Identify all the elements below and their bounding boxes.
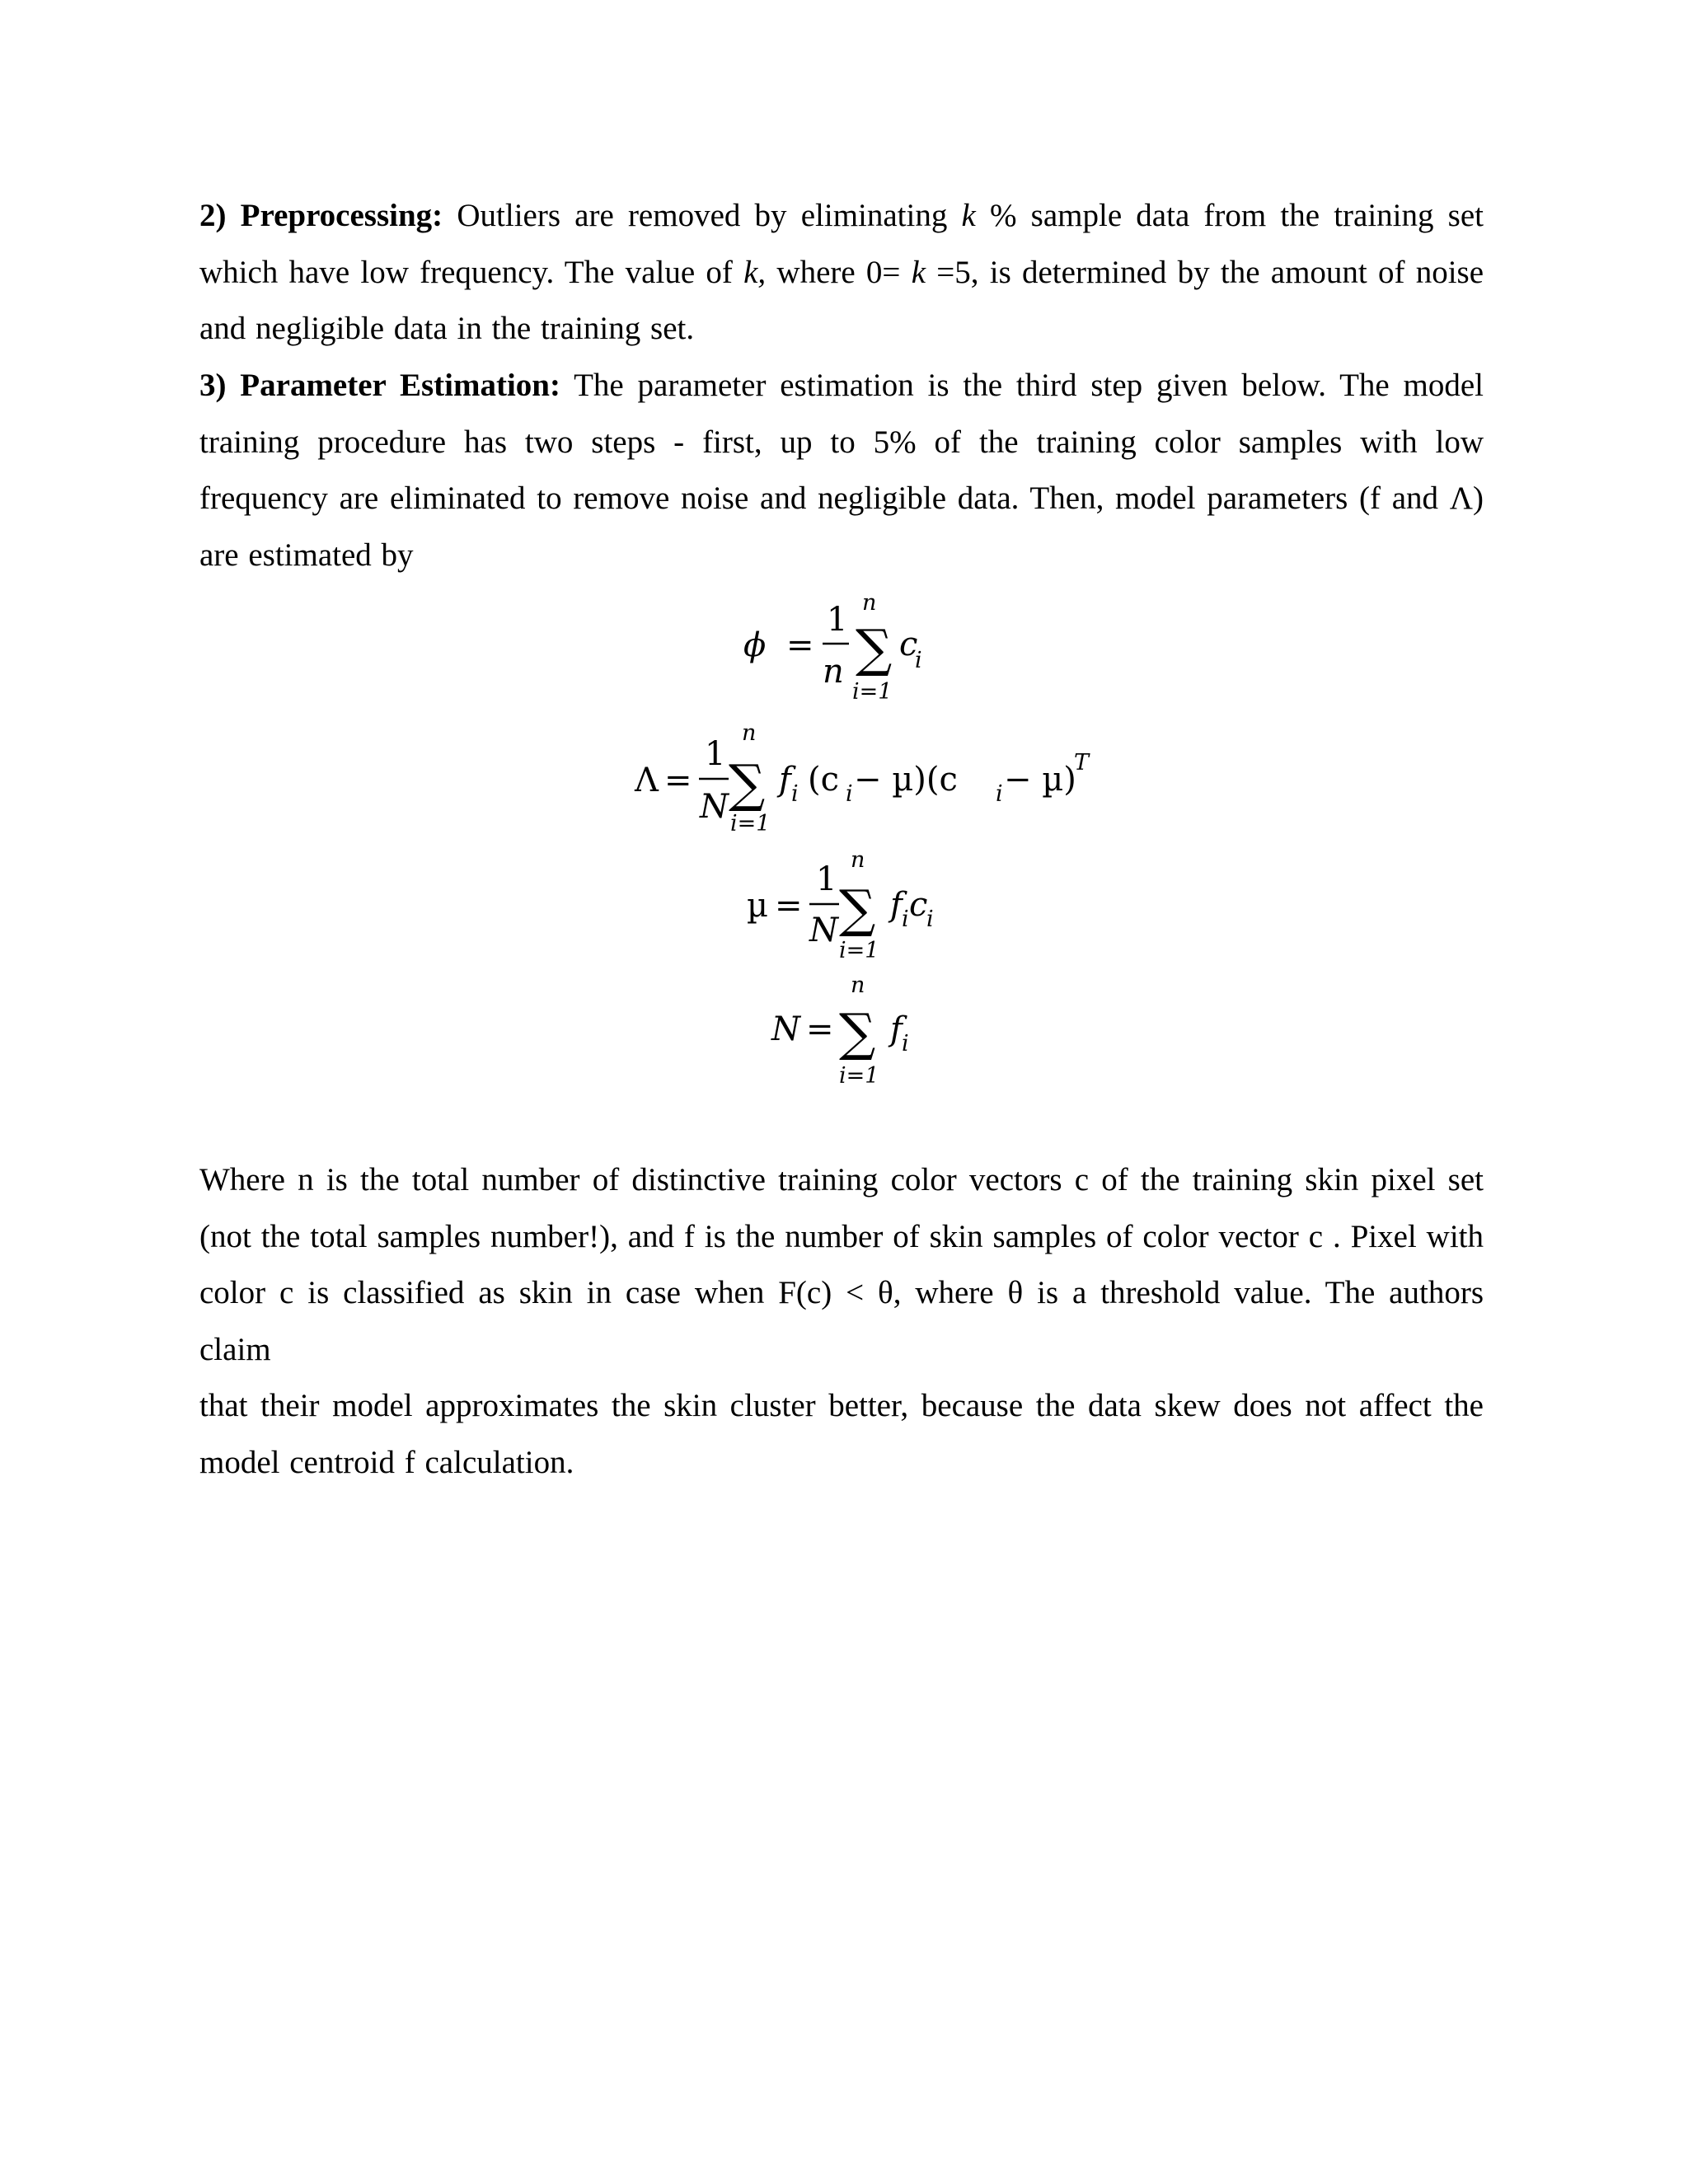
text-span: % sample data from the training set: [990, 198, 1484, 233]
sum-symbol: ∑: [839, 879, 876, 939]
sum-lower-limit: i=1: [839, 1063, 879, 1089]
text-span: =5, is determined by the amount of noise: [936, 254, 1484, 290]
variable-k: k,: [743, 254, 767, 290]
closing-line-2: (not the total samples number!), and f is the number of skin samples of color vector c . Pixel with: [199, 1218, 1484, 1254]
equation-mu: [747, 847, 934, 963]
fraction-numerator: 1: [705, 735, 726, 773]
equation-phi: [743, 590, 922, 705]
phi-symbol: ϕ: [743, 626, 767, 664]
parameter-line-4: are estimated by: [199, 537, 414, 573]
subscript-i: i: [926, 907, 934, 932]
variable-k: k: [961, 198, 976, 233]
closing-line-3: color c is classified as skin in case when F(c) < θ, where θ is a threshold value. The authors claim: [199, 1275, 1484, 1367]
closing-line-4: that their model approximates the skin cluster better, because the data skew does not affect the: [199, 1388, 1484, 1423]
text-span: which have low frequency. The value of: [199, 254, 733, 290]
term-f: f: [890, 1010, 903, 1048]
sum-upper-limit: n: [742, 720, 757, 746]
equals-sign: =: [786, 626, 814, 664]
equals-sign: =: [664, 762, 692, 799]
closing-line-1: Where n is the total number of distinctive training color vectors c of the training skin pixel set: [199, 1162, 1484, 1197]
preprocessing-heading: 2) Preprocessing:: [199, 198, 443, 233]
subscript-i: i: [996, 781, 1003, 807]
text-span: The parameter estimation is the third step given below. The model: [574, 368, 1484, 403]
sum-lower-limit: i=1: [730, 811, 771, 837]
term-minus-mu: − µ)(c: [854, 761, 958, 799]
sum-lower-limit: i=1: [852, 679, 893, 705]
text-span: Outliers are removed by eliminating: [457, 198, 948, 233]
subscript-i: i: [902, 1031, 909, 1057]
sum-upper-limit: n: [851, 847, 865, 873]
fraction-denominator: n: [823, 653, 844, 691]
variable-k: k: [911, 254, 926, 290]
term-c: c: [899, 626, 918, 663]
fraction-denominator: N: [809, 912, 838, 949]
term-f: f: [890, 886, 903, 924]
lambda-symbol: Λ: [635, 762, 659, 799]
preprocessing-line-3: and negligible data in the training set.: [199, 311, 695, 346]
parameter-line-3: frequency are eliminated to remove noise and negligible data. Then, model parameters (f and Λ): [199, 480, 1484, 516]
equation-N: [771, 972, 909, 1089]
subscript-i: i: [915, 648, 922, 673]
sum-upper-limit: n: [862, 590, 877, 616]
subscript-i: i: [791, 781, 799, 807]
sum-upper-limit: n: [851, 972, 865, 998]
closing-line-5: model centroid f calculation.: [199, 1444, 574, 1480]
closing-paragraph: [199, 1152, 1484, 1491]
fraction-denominator: N: [700, 788, 729, 826]
sum-symbol: ∑: [856, 618, 893, 678]
mu-symbol: µ: [747, 887, 768, 925]
subscript-i: i: [902, 907, 909, 932]
fraction-numerator: 1: [816, 860, 837, 898]
equals-sign: =: [806, 1010, 834, 1048]
equals-sign: =: [775, 887, 803, 925]
term-f: f: [779, 761, 791, 799]
parameter-line-2: training procedure has two steps - first, up to 5% of the training color samples with low: [199, 424, 1484, 460]
sum-lower-limit: i=1: [839, 938, 879, 963]
sum-symbol: ∑: [729, 753, 766, 813]
text-span: where 0=: [776, 254, 901, 290]
subscript-i: i: [846, 781, 853, 807]
fraction-numerator: 1: [827, 601, 848, 639]
equation-lambda: [634, 720, 1090, 837]
term-c: c: [909, 886, 928, 924]
term-minus-mu-close: − µ): [1004, 761, 1076, 799]
sum-symbol: ∑: [839, 1002, 876, 1062]
superscript-T: T: [1074, 750, 1090, 776]
parameter-heading: 3) Parameter Estimation:: [199, 368, 560, 403]
N-symbol: N: [771, 1010, 800, 1048]
term-c-open: (c: [808, 761, 840, 799]
